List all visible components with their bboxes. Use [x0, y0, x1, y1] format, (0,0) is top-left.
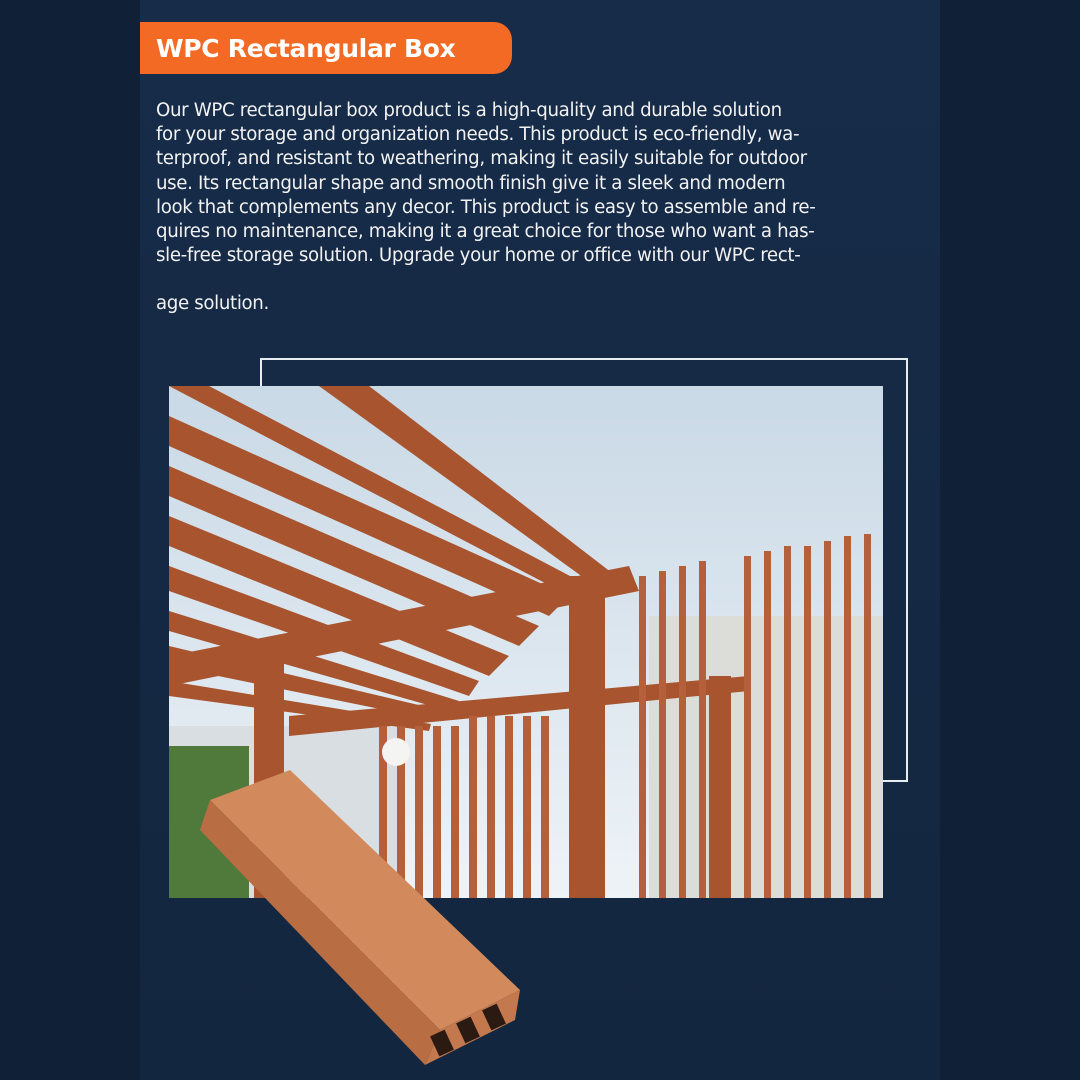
description-line: sle-free storage solution. Upgrade your home or office with our WPC rect- [156, 245, 801, 267]
description-line: quires no maintenance, making it a great choice for those who want a has- [156, 221, 815, 243]
description-line: age solution. [156, 293, 269, 315]
title-badge [140, 22, 512, 74]
description-line: terproof, and resistant to weathering, making it easily suitable for outdoor [156, 148, 807, 170]
page-title: WPC Rectangular Box [156, 33, 456, 63]
description-line: Our WPC rectangular box product is a high-quality and durable solution [156, 100, 782, 121]
description-line: use. Its rectangular shape and smooth finish give it a sleek and modern [156, 172, 786, 194]
wpc-box-product-image [200, 760, 530, 1070]
description-line: look that complements any decor. This product is easy to assemble and re- [156, 196, 816, 218]
product-description [156, 99, 815, 317]
description-line: for your storage and organization needs. This product is eco-friendly, wa- [156, 124, 800, 146]
